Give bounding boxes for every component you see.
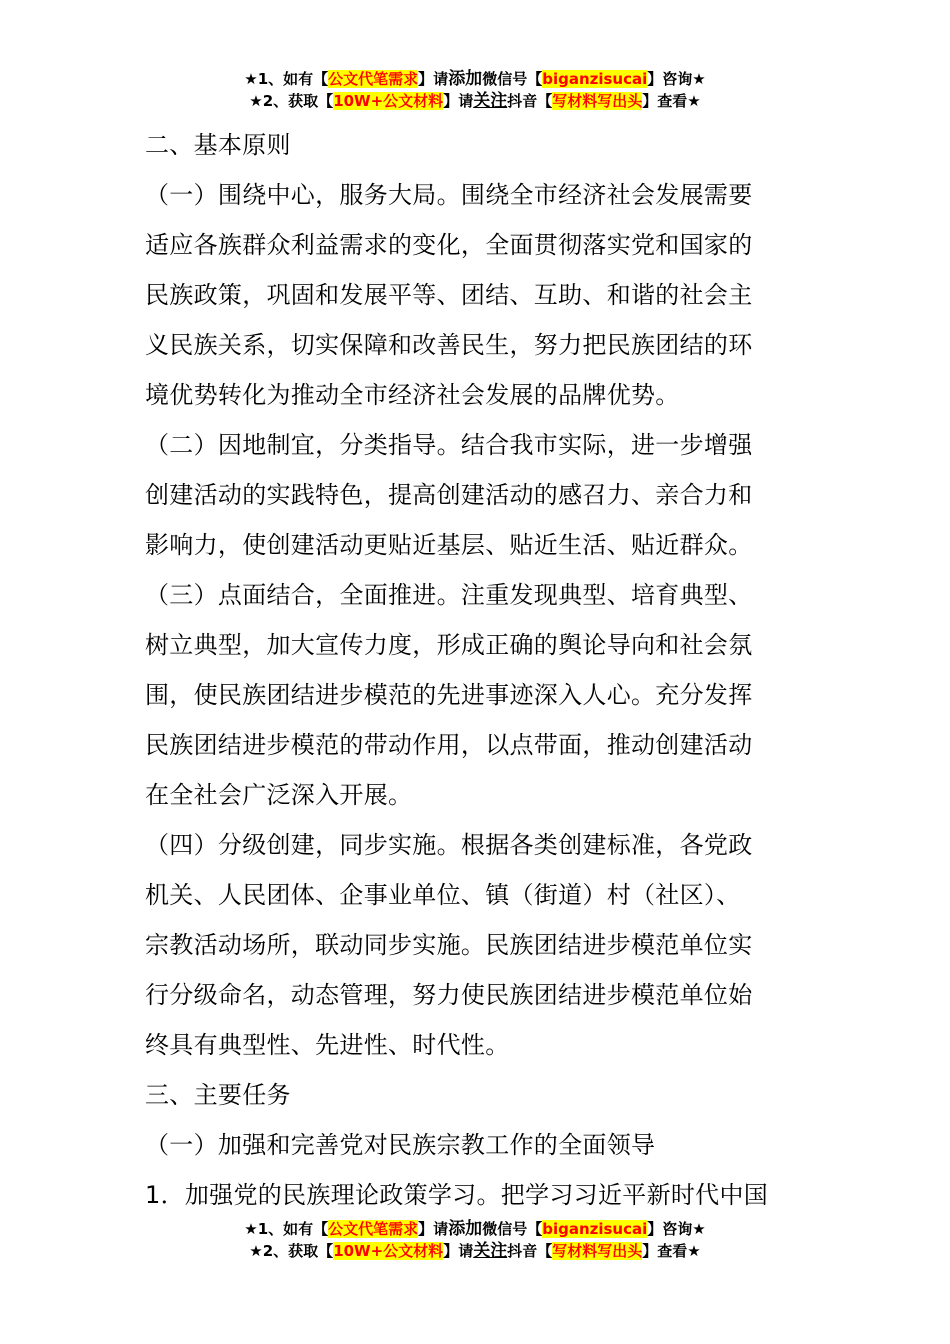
text-line: 在全社会广泛深入开展。: [145, 781, 413, 809]
text-line: （三）点面结合，全面推进。注重发现典型、培育典型、: [145, 581, 753, 609]
douyin-account: 写材料写出头: [552, 1242, 643, 1260]
text-line: 义民族关系，切实保障和改善民生，努力把民族团结的环: [145, 331, 753, 359]
text-line: 民族政策，巩固和发展平等、团结、互助、和谐的社会主: [145, 281, 753, 309]
text-line: 民族团结进步模范的带动作用，以点带面，推动创建活动: [145, 731, 753, 759]
text-line: 1．加强党的民族理论政策学习。把学习习近平新时代中国: [145, 1181, 769, 1209]
text-line: （四）分级创建，同步实施。根据各类创建标准，各党政: [145, 831, 753, 859]
highlight-service: 公文代笔需求: [328, 1220, 419, 1238]
text-line: 围，使民族团结进步模范的先进事迹深入人心。充分发挥: [145, 681, 753, 709]
text-line: 宗教活动场所，联动同步实施。民族团结进步模范单位实: [145, 931, 753, 959]
text-line: 影响力，使创建活动更贴近基层、贴近生活、贴近群众。: [145, 531, 753, 559]
subsection-heading: （一）加强和完善党对民族宗教工作的全面领导: [145, 1131, 656, 1159]
text-line: （一）围绕中心，服务大局。围绕全市经济社会发展需要: [145, 181, 753, 209]
promo-banner-top: [0, 68, 950, 112]
text-line: 适应各族群众利益需求的变化，全面贯彻落实党和国家的: [145, 231, 753, 259]
text-line: 终具有典型性、先进性、时代性。: [145, 1031, 510, 1059]
highlight-materials: 10W+公文材料: [333, 1242, 444, 1260]
text-line: 行分级命名，动态管理，努力使民族团结进步模范单位始: [145, 981, 753, 1009]
highlight-service: 公文代笔需求: [328, 70, 419, 88]
promo-line-1: ★1、如有【公文代笔需求】请添加微信号【biganzisucai】咨询★: [244, 69, 706, 89]
text-line: 境优势转化为推动全市经济社会发展的品牌优势。: [145, 381, 680, 409]
wechat-id: biganzisucai: [542, 1220, 648, 1238]
document-body: [145, 120, 810, 1220]
wechat-id: biganzisucai: [542, 70, 648, 88]
text-line: 机关、人民团体、企事业单位、镇（街道）村（社区）、: [145, 881, 741, 909]
text-line: 树立典型，加大宣传力度，形成正确的舆论导向和社会氛: [145, 631, 753, 659]
promo-line-2: ★2、获取【10W+公文材料】请关注抖音【写材料写出头】查看★: [249, 1241, 701, 1261]
highlight-materials: 10W+公文材料: [333, 92, 444, 110]
text-line: 创建活动的实践特色，提高创建活动的感召力、亲合力和: [145, 481, 753, 509]
text-line: （二）因地制宜，分类指导。结合我市实际，进一步增强: [145, 431, 753, 459]
section-heading: 二、基本原则: [145, 131, 291, 159]
promo-line-2: ★2、获取【10W+公文材料】请关注抖音【写材料写出头】查看★: [249, 91, 701, 111]
section-heading: 三、主要任务: [145, 1081, 291, 1109]
promo-line-1: ★1、如有【公文代笔需求】请添加微信号【biganzisucai】咨询★: [244, 1219, 706, 1239]
douyin-account: 写材料写出头: [552, 92, 643, 110]
promo-banner-bottom: [0, 1218, 950, 1262]
